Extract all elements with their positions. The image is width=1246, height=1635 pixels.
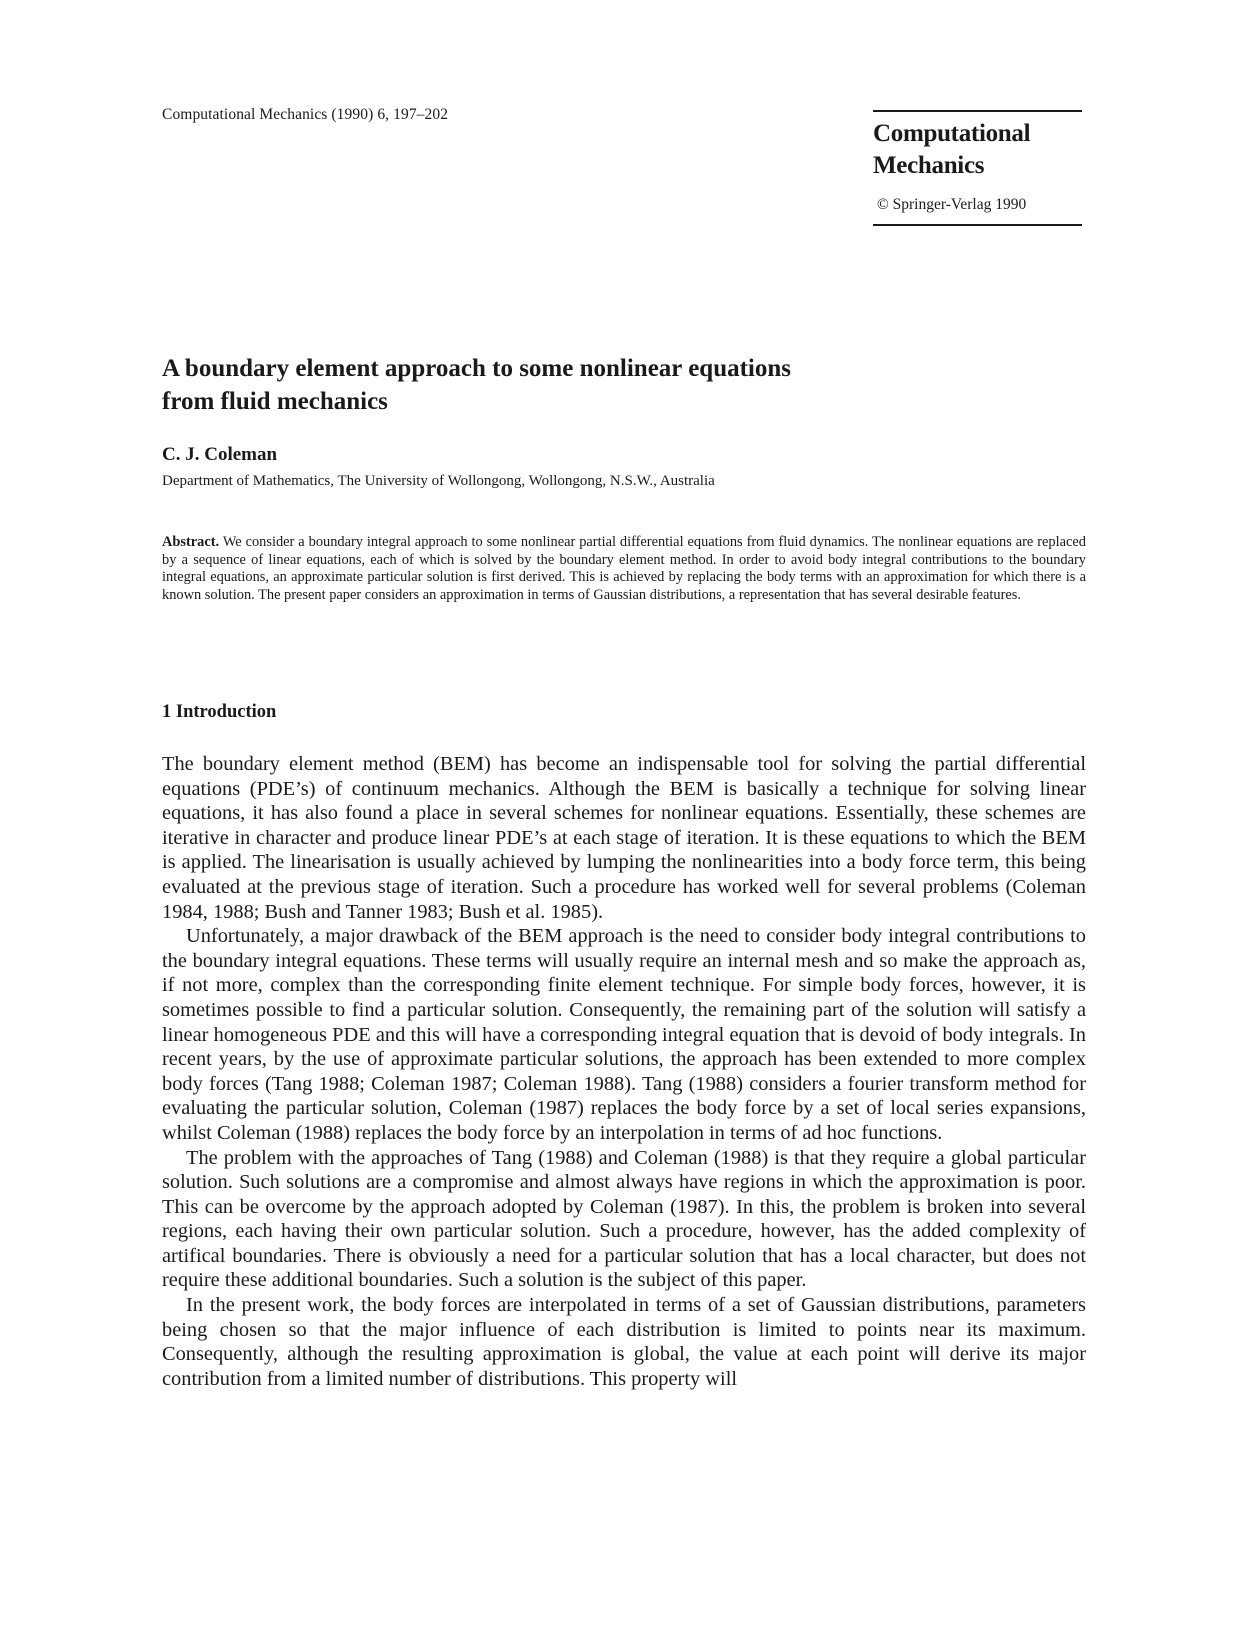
journal-masthead	[873, 110, 1082, 226]
abstract-label: Abstract.	[162, 534, 220, 550]
paragraph: The problem with the approaches of Tang (1988) and Coleman (1988) is that they require a global particular solution. Such solutions are a compromise and almost always have regions in which the approximation is poor. This can be overcome by the approach adopted by Coleman (1987). In this, the problem is broken into several regions, each having their own particular solution. Such a procedure, however, has the added complexity of artifical boundaries. There is obviously a need for a particular solution that has a local character, but does not require these additional boundaries. Such a solution is the subject of this paper.	[162, 1146, 1086, 1292]
section-heading-introduction: 1 Introduction	[162, 702, 277, 722]
journal-name-line2: Mechanics	[873, 152, 985, 179]
paragraph: Unfortunately, a major drawback of the BEM approach is the need to consider body integral contributions to the boundary integral equations. These terms will usually require an internal mesh and so make the approach as, if not more, complex than the corresponding finite element technique. For simple body forces, however, it is sometimes possible to find a particular solution. Consequently, the remaining part of the solution will satisfy a linear homogeneous PDE and this will have a corresponding integral equation that is devoid of body integrals. In recent years, by the use of approximate particular solutions, the approach has been extended to more complex body forces (Tang 1988; Coleman 1987; Coleman 1988). Tang (1988) considers a fourier transform method for evaluating the particular solution, Coleman (1987) replaces the body force by a set of local series expansions, whilst Coleman (1988) replaces the body force by an interpolation in terms of ad hoc functions.	[162, 925, 1086, 1144]
introduction-body	[162, 752, 1086, 1391]
masthead-top-rule	[873, 110, 1082, 112]
paragraph: The boundary element method (BEM) has become an indispensable tool for solving the partial differential equations (PDE’s) of continuum mechanics. Although the BEM is basically a technique for solving linear equations, it has also found a place in several schemes for nonlinear equations. Essentially, these schemes are iterative in character and produce linear PDE’s at each stage of iteration. It is these equations to which the BEM is applied. The linearisation is usually achieved by lumping the nonlinearities into a body force term, this being evaluated at the previous stage of iteration. Such a procedure has worked well for several problems (Coleman 1984, 1988; Bush and Tanner 1983; Bush et al. 1985).	[162, 753, 1086, 923]
journal-name-line1: Computational	[873, 120, 1031, 147]
author-affiliation: Department of Mathematics, The University of Wollongong, Wollongong, N.S.W., Australia	[162, 473, 715, 489]
article-title	[162, 352, 1062, 418]
abstract	[162, 534, 1086, 604]
article-title-line2: from fluid mechanics	[162, 388, 388, 415]
article-title-line1: A boundary element approach to some nonlinear equations	[162, 355, 792, 382]
paragraph: In the present work, the body forces are interpolated in terms of a set of Gaussian distributions, parameters being chosen so that the major influence of each distribution is limited to points near its maximum. Consequently, although the resulting approximation is global, the value at each point will derive its major contribution from a limited number of distributions. This property will	[162, 1294, 1086, 1390]
masthead-bottom-rule	[873, 224, 1082, 226]
running-head: Computational Mechanics (1990) 6, 197–202	[162, 106, 449, 123]
copyright-notice: © Springer-Verlag 1990	[877, 196, 1027, 213]
author-name: C. J. Coleman	[162, 444, 278, 465]
abstract-text: We consider a boundary integral approach to some nonlinear partial differential equations from fluid dynamics. The nonlinear equations are replaced by a sequence of linear equations, each of which is solved by the boundary element method. In order to avoid body integral contributions to the boundary integral equations, an approximate particular solution is first derived. This is achieved by replacing the body terms with an approximation for which there is a known solution. The present paper considers an approximation in terms of Gaussian distributions, a representation that has several desirable features.	[162, 534, 1086, 603]
